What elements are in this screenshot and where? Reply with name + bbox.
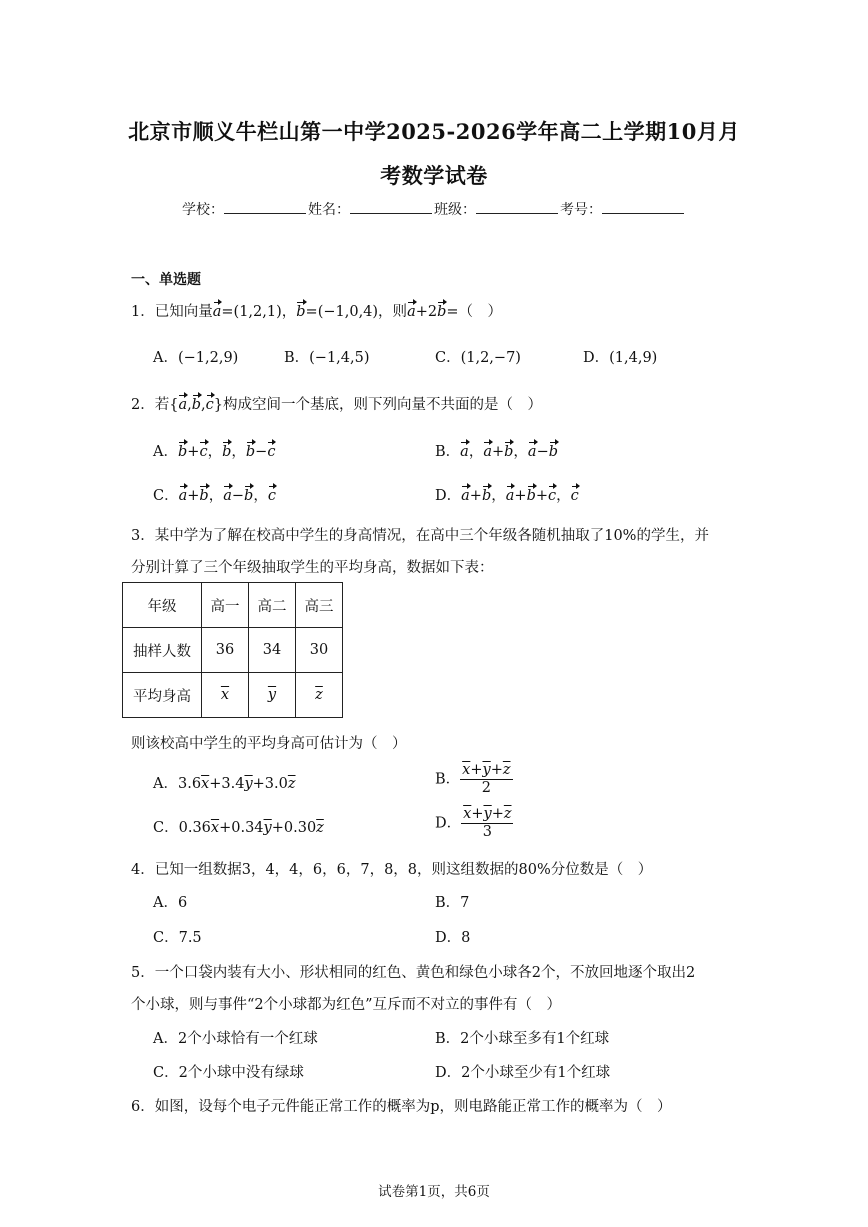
- table-cell: 30: [296, 628, 343, 673]
- q4-option-a[interactable]: A．6: [153, 895, 188, 911]
- name-label: 姓名：: [308, 202, 350, 218]
- table-cell: $\overline{z}$: [296, 673, 343, 718]
- q1-option-b[interactable]: B．(−1,4,5): [284, 350, 370, 366]
- q1-option-c[interactable]: C．(1,2,−7): [435, 350, 521, 366]
- table-cell: $\overline{x}$: [202, 673, 249, 718]
- q2-option-c[interactable]: C．a+b，a−b，c: [153, 488, 276, 504]
- table-header-cell: 年级: [123, 583, 202, 628]
- q3-option-a[interactable]: A．$3.6\overline{x}+3.4\overline{y}+3.0\overline{z}$: [153, 776, 296, 792]
- q5-option-d[interactable]: D．2个小球至少有1个红球: [435, 1065, 611, 1081]
- school-blank[interactable]: [224, 198, 306, 214]
- q1-option-d[interactable]: D．(1,4,9): [583, 350, 658, 366]
- title-line-1: 北京市顺义牛栏山第一中学2025-2026学年高二上学期10月月: [128, 119, 740, 144]
- page-footer: 试卷第1页，共6页: [378, 1184, 490, 1200]
- q3-option-b[interactable]: B． $\frac{\overline{x}+\overline{y}+\overline{z}}{2}$: [435, 762, 511, 796]
- q4-stem: 4．已知一组数据3，4，4，6，6，7，8，8，则这组数据的80%分位数是（ ）: [131, 862, 653, 878]
- q3-question: 则该校高中学生的平均身高可估计为（ ）: [131, 736, 407, 752]
- q2-option-a[interactable]: A．b+c，b，b−c: [153, 444, 276, 460]
- q2-stem: 2．若{a,b,c}构成空间一个基底，则下列向量不共面的是（ ）: [131, 397, 542, 413]
- height-table: [122, 582, 343, 718]
- section-heading: 一、单选题: [131, 272, 201, 288]
- name-blank[interactable]: [350, 198, 432, 214]
- q1-option-a[interactable]: A．(−1,2,9): [153, 350, 239, 366]
- table-header-cell: 高三: [296, 583, 343, 628]
- student-info-row: [0, 198, 868, 219]
- q5-option-a[interactable]: A．2个小球恰有一个红球: [153, 1031, 318, 1047]
- q5-line-1: 5．一个口袋内装有大小、形状相同的红色、黄色和绿色小球各2个，不放回地逐个取出2: [131, 965, 696, 981]
- q4-option-d[interactable]: D．8: [435, 930, 471, 946]
- table-cell: 34: [249, 628, 296, 673]
- q4-option-c[interactable]: C．7.5: [153, 930, 202, 946]
- table-cell: 抽样人数: [123, 628, 202, 673]
- class-label: 班级：: [434, 202, 476, 218]
- q3-line-1: 3．某中学为了解在校高中学生的身高情况，在高中三个年级各随机抽取了10%的学生，并: [131, 528, 709, 544]
- q3-line-2: 分别计算了三个年级抽取学生的平均身高，数据如下表：: [131, 560, 494, 576]
- q6-stem: 6．如图，设每个电子元件能正常工作的概率为p，则电路能正常工作的概率为（ ）: [131, 1099, 672, 1115]
- number-label: 考号：: [560, 202, 602, 218]
- q4-option-b[interactable]: B．7: [435, 895, 470, 911]
- table-cell: $\overline{y}$: [249, 673, 296, 718]
- number-blank[interactable]: [602, 198, 684, 214]
- q2-option-d[interactable]: D．a+b，a+b+c，c: [435, 488, 579, 504]
- table-header-cell: 高二: [249, 583, 296, 628]
- class-blank[interactable]: [476, 198, 558, 214]
- q5-option-c[interactable]: C．2个小球中没有绿球: [153, 1065, 304, 1081]
- table-header-cell: 高一: [202, 583, 249, 628]
- q1-stem: 1．已知向量a=(1,2,1)，b=(−1,0,4)，则a+2b=（ ）: [131, 304, 503, 320]
- school-label: 学校：: [182, 202, 224, 218]
- table-cell: 36: [202, 628, 249, 673]
- q5-line-2: 个小球，则与事件“2个小球都为红色”互斥而不对立的事件有（ ）: [131, 997, 562, 1013]
- q3-option-d[interactable]: D． $\frac{\overline{x}+\overline{y}+\overline{z}}{3}$: [435, 806, 512, 840]
- q5-option-b[interactable]: B．2个小球至多有1个红球: [435, 1031, 610, 1047]
- title-line-2: 考数学试卷: [380, 163, 488, 188]
- q3-option-c[interactable]: C．$0.36\overline{x}+0.34\overline{y}+0.30\overline{z}$: [153, 820, 324, 836]
- q2-option-b[interactable]: B．a，a+b，a−b: [435, 444, 559, 460]
- table-cell: 平均身高: [123, 673, 202, 718]
